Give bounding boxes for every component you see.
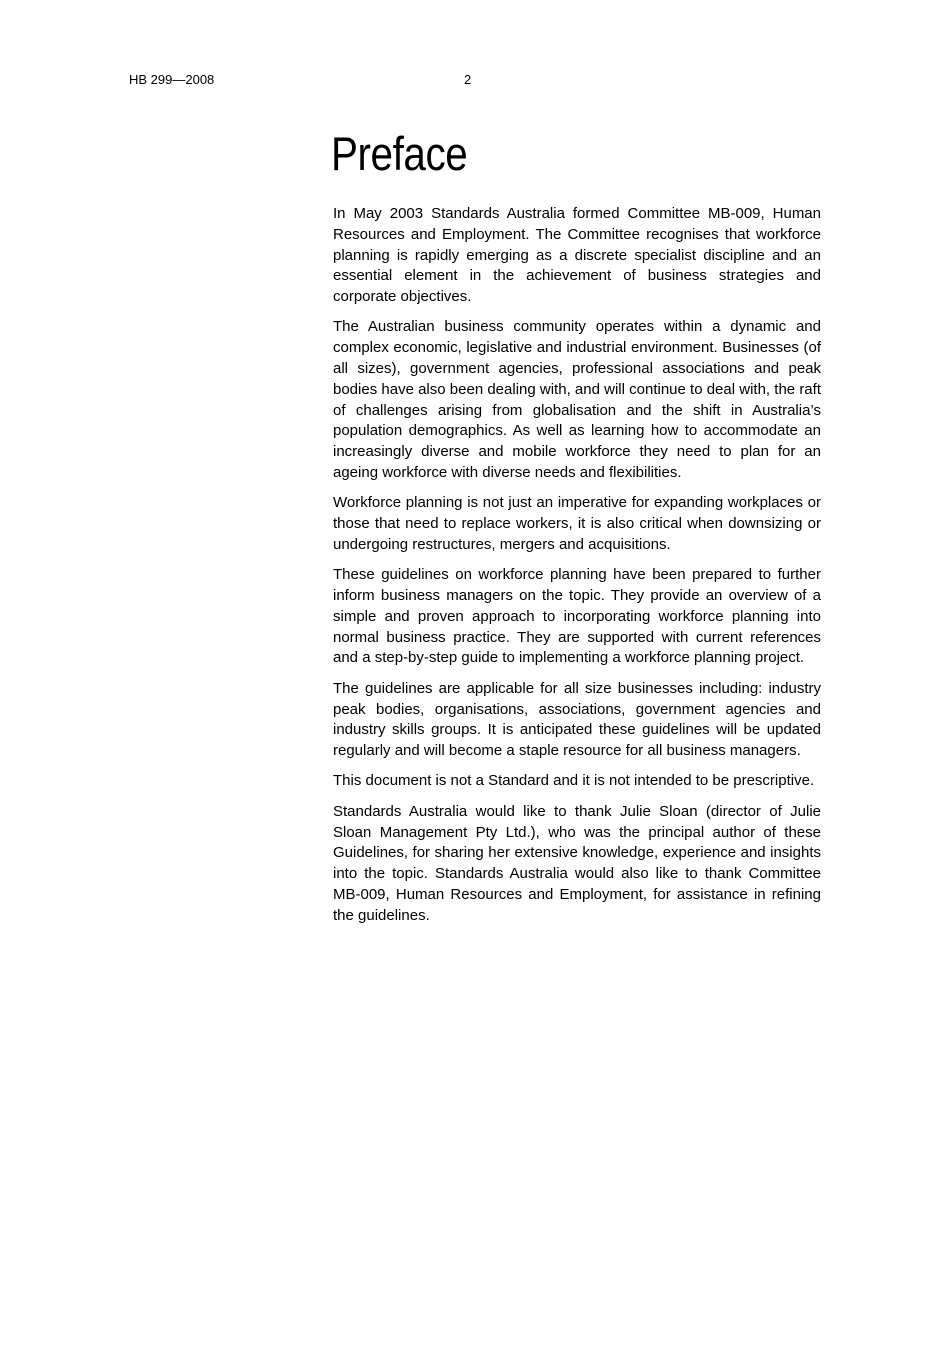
paragraph-applicability: The guidelines are applicable for all size businesses including: industry peak bodies, organisations, associations, government agencies and industry skills groups. It is anticipated these guidelines will be updated regularly and will become a staple resource for all business managers. [333, 679, 821, 760]
running-header [0, 71, 950, 89]
paragraph-guidelines-purpose: These guidelines on workforce planning have been prepared to further inform business managers on the topic. They provide an overview of a simple and proven approach to incorporating workforce planning into normal business practice. They are supported with current references and a step-by-step guide to implementing a workforce planning project. [333, 566, 821, 667]
paragraph-business-community: The Australian business community operates within a dynamic and complex economic, legislative and industrial environment. Businesses (of all sizes), government agencies, professional associations and peak bodies have also been dealing with, and will continue to deal with, the raft of challenges arising from globalisation and the shift in Australia’s population demographics. As well as learning how to accommodate an increasingly diverse and mobile workforce they need to plan for an ageing workforce with diverse needs and flexibilities. [333, 318, 821, 482]
paragraph-committee-formation: In May 2003 Standards Australia formed Committee MB-009, Human Resources and Employment. The Committee recognises that workforce planning is rapidly emerging as a discrete specialist discipline and an essential element in the achievement of business strategies and corporate objectives. [333, 205, 821, 306]
page-number: 2 [464, 72, 472, 87]
preface-section [333, 126, 821, 936]
paragraph-workforce-planning: Workforce planning is not just an imperative for expanding workplaces or those that need to replace workers, it is also critical when downsizing or undergoing restructures, mergers and acquisitions. [333, 494, 821, 553]
section-title: Preface [331, 127, 468, 180]
paragraph-not-a-standard: This document is not a Standard and it is not intended to be prescriptive. [333, 772, 815, 790]
document-id: HB 299—2008 [129, 72, 215, 87]
paragraph-acknowledgements: Standards Australia would like to thank Julie Sloan (director of Julie Sloan Management Pty Ltd.), who was the principal author of these Guidelines, for sharing her extensive knowledge, experience and insights into the topic. Standards Australia would also like to thank Committee MB-009, Human Resources and Employment, for assistance in refining the guidelines. [333, 802, 821, 924]
